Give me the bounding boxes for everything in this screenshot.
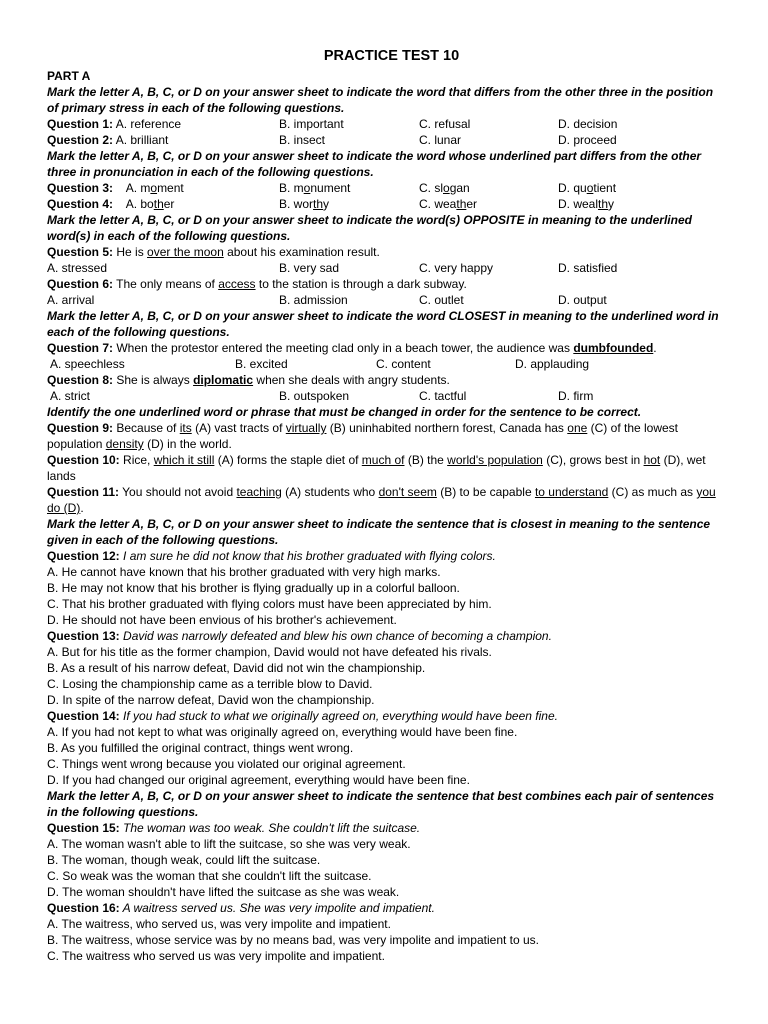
- question-9: Question 9: Because of its (A) vast tracts of virtually (B) uninhabited northern forest, Canada has one (C) of the lowest population density (D) in the world.: [47, 421, 679, 451]
- question-6-options: [47, 292, 722, 308]
- option-b: B. excited: [235, 357, 288, 371]
- question-3: [47, 180, 722, 196]
- option-d: D. quotient: [558, 181, 617, 195]
- instruction-1: Mark the letter A, B, C, or D on your answer sheet to indicate the word that differs from the other three in the position of primary stress in each of the following questions.: [47, 85, 714, 115]
- option-c: C. refusal: [419, 117, 471, 131]
- question-5-options: [47, 260, 722, 276]
- option-d: D. proceed: [558, 133, 617, 147]
- question-8-stem: Question 8: She is always diplomatic when she deals with angry students.: [47, 373, 450, 387]
- option-a: A. strict: [50, 389, 91, 403]
- question-4: [47, 196, 722, 212]
- option-d: D. firm: [558, 389, 594, 403]
- question-label: Question 2:: [47, 133, 114, 147]
- option-c: C. So weak was the woman that she couldn't lift the suitcase.: [47, 869, 372, 883]
- question-5-stem: Question 5: He is over the moon about his examination result.: [47, 245, 380, 259]
- option-d: D. output: [558, 293, 607, 307]
- question-13-stem: Question 13: David was narrowly defeated and blew his own chance of becoming a champion.: [47, 629, 552, 643]
- option-a: A. brilliant: [115, 133, 169, 147]
- option-b: B. admission: [279, 293, 348, 307]
- question-6-stem: Question 6: The only means of access to the station is through a dark subway.: [47, 277, 467, 291]
- option-a: A. The woman wasn't able to lift the suitcase, so she was very weak.: [47, 837, 411, 851]
- option-d: D. He should not have been envious of his brother's achievement.: [47, 613, 397, 627]
- option-c: C. slogan: [419, 181, 470, 195]
- option-b: B. worthy: [279, 197, 330, 211]
- option-a: A. If you had not kept to what was originally agreed on, everything would have been fine.: [47, 725, 518, 739]
- option-d: D. If you had changed our original agreement, everything would have been fine.: [47, 773, 470, 787]
- question-15-stem: Question 15: The woman was too weak. She couldn't lift the suitcase.: [47, 821, 421, 835]
- question-label: Question 1:: [47, 117, 114, 131]
- option-c: C. weather: [419, 197, 478, 211]
- option-c: C. That his brother graduated with flying colors must have been appreciated by him.: [47, 597, 492, 611]
- question-label: Question 4:: [47, 197, 114, 211]
- option-a: A. stressed: [47, 261, 108, 275]
- option-d: D. The woman shouldn't have lifted the suitcase as she was weak.: [47, 885, 400, 899]
- option-a: A. bother: [125, 197, 175, 211]
- question-10: Question 10: Rice, which it still (A) forms the staple diet of much of (B) the world's population (C), grows best in hot (D), wet lands: [47, 453, 706, 483]
- option-a: A. speechless: [50, 357, 125, 371]
- option-a: A. moment: [125, 181, 184, 195]
- option-b: B. The waitress, whose service was by no means bad, was very impolite and impatient to us.: [47, 933, 540, 947]
- question-16-stem: Question 16: A waitress served us. She was very impolite and impatient.: [47, 901, 435, 915]
- instruction-5: Identify the one underlined word or phrase that must be changed in order for the sentence to be correct.: [47, 405, 642, 419]
- option-d: D. applauding: [515, 357, 590, 371]
- option-c: C. Losing the championship came as a terrible blow to David.: [47, 677, 373, 691]
- option-c: C. very happy: [419, 261, 494, 275]
- question-2: [47, 132, 722, 148]
- question-1: [47, 116, 722, 132]
- option-a: A. arrival: [47, 293, 95, 307]
- part-heading: PART A: [47, 69, 91, 83]
- option-c: C. content: [376, 357, 431, 371]
- option-b: B. He may not know that his brother is flying gradually up in a colorful balloon.: [47, 581, 460, 595]
- question-7-stem: Question 7: When the protestor entered the meeting clad only in a beach tower, the audience was dumbfounded.: [47, 341, 657, 355]
- option-a: A. The waitress, who served us, was very impolite and impatient.: [47, 917, 391, 931]
- option-d: D. satisfied: [558, 261, 618, 275]
- question-14-stem: Question 14: If you had stuck to what we originally agreed on, everything would have been fine.: [47, 709, 558, 723]
- option-c: C. outlet: [419, 293, 464, 307]
- option-b: B. very sad: [279, 261, 340, 275]
- option-b: B. As you fulfilled the original contract, things went wrong.: [47, 741, 354, 755]
- option-c: C. tactful: [419, 389, 467, 403]
- option-a: A. reference: [115, 117, 182, 131]
- option-c: C. lunar: [419, 133, 462, 147]
- option-b: B. The woman, though weak, could lift the suitcase.: [47, 853, 321, 867]
- option-b: B. insect: [279, 133, 326, 147]
- option-b: B. outspoken: [279, 389, 350, 403]
- option-d: D. In spite of the narrow defeat, David won the championship.: [47, 693, 375, 707]
- instruction-3: Mark the letter A, B, C, or D on your answer sheet to indicate the word(s) OPPOSITE in meaning to the underlined word(s) in each of the following questions.: [47, 213, 692, 243]
- option-c: C. The waitress who served us was very impolite and impatient.: [47, 949, 385, 963]
- instruction-6: Mark the letter A, B, C, or D on your answer sheet to indicate the sentence that is closest in meaning to the sentence given in each of the following questions.: [47, 517, 711, 547]
- option-b: B. monument: [279, 181, 351, 195]
- option-d: D. wealthy: [558, 197, 615, 211]
- instruction-4: Mark the letter A, B, C, or D on your answer sheet to indicate the word CLOSEST in meaning to the underlined word in each of the following questions.: [47, 309, 719, 339]
- option-b: B. As a result of his narrow defeat, David did not win the championship.: [47, 661, 426, 675]
- question-7-options: [47, 356, 722, 372]
- question-11: Question 11: You should not avoid teaching (A) students who don't seem (B) to be capable to understand (C) as much as you do (D).: [47, 485, 716, 515]
- option-d: D. decision: [558, 117, 618, 131]
- option-c: C. Things went wrong because you violated our original agreement.: [47, 757, 406, 771]
- instruction-7: Mark the letter A, B, C, or D on your answer sheet to indicate the sentence that best combines each pair of sentences in the following questions.: [47, 789, 715, 819]
- instruction-2: Mark the letter A, B, C, or D on your answer sheet to indicate the word whose underlined part differs from the other three in pronunciation in each of the following questions.: [47, 149, 702, 179]
- question-8-options: [47, 388, 722, 404]
- page-title: PRACTICE TEST 10: [323, 48, 460, 64]
- question-12-stem: Question 12: I am sure he did not know that his brother graduated with flying colors.: [47, 549, 496, 563]
- option-a: A. He cannot have known that his brother graduated with very high marks.: [47, 565, 441, 579]
- question-label: Question 3:: [47, 181, 114, 195]
- option-b: B. important: [279, 117, 344, 131]
- option-a: A. But for his title as the former champion, David would not have defeated his rivals.: [47, 645, 492, 659]
